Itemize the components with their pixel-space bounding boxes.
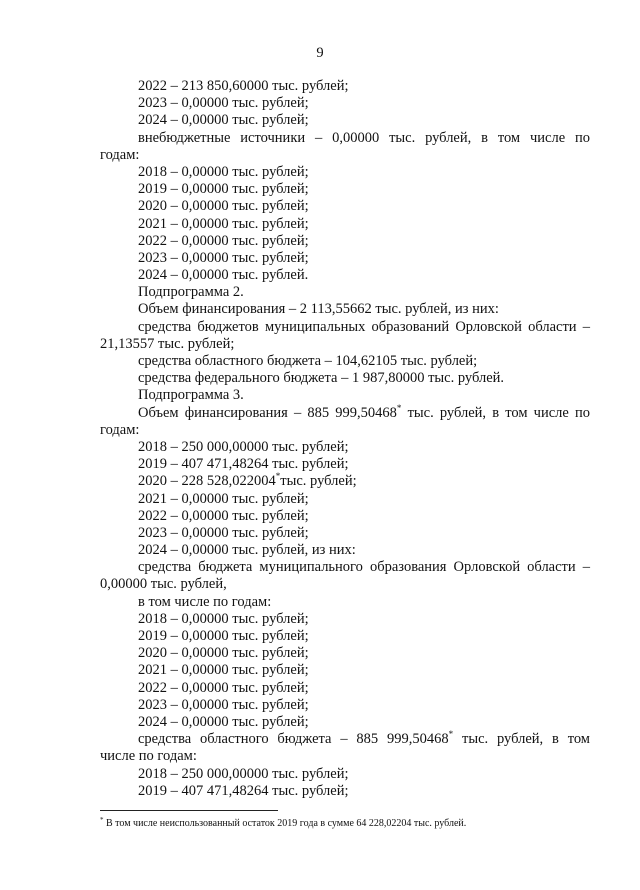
text-line: 2018 – 250 000,00000 тыс. рублей; [138, 765, 349, 782]
footnote-text: В том числе неиспользованный остаток 2019 года в сумме 64 228,02204 тыс. рублей. [106, 818, 467, 829]
text-line: 2024 – 0,00000 тыс. рублей. [138, 267, 309, 284]
text-fragment: Объем финансирования – 885 999,50468 [138, 404, 397, 421]
text-line: в том числе по годам: [138, 593, 272, 610]
text-line: 2023 – 0,00000 тыс. рублей; [138, 249, 309, 266]
text-line: 2024 – 0,00000 тыс. рублей, из них: [138, 542, 356, 559]
text-line: 2020 – 0,00000 тыс. рублей; [138, 645, 309, 662]
text-line: 2019 – 0,00000 тыс. рублей; [138, 628, 309, 644]
text-line: годам: [100, 146, 140, 163]
text-line: 2018 – 0,00000 тыс. рублей; [138, 163, 309, 180]
text-line: средства федерального бюджета – 1 987,80000 тыс. рублей. [138, 370, 505, 387]
text-fragment: тыс. рублей; [280, 473, 357, 490]
footnote-marker: * [396, 402, 402, 413]
text-line: средства бюджета муниципального образования Орловской области – [138, 559, 590, 576]
page-number: 9 [316, 45, 324, 61]
text-line: 2021 – 0,00000 тыс. рублей; [138, 490, 309, 507]
text-line: 2022 – 213 850,60000 тыс. рублей; [138, 78, 349, 94]
text-line: 2022 – 0,00000 тыс. рублей; [138, 507, 309, 524]
text-line: 2019 – 0,00000 тыс. рублей; [138, 181, 309, 198]
text-fragment: тыс. рублей, в том [461, 731, 590, 748]
footnote-marker: * [275, 471, 281, 482]
text-line: 2022 – 0,00000 тыс. рублей; [138, 679, 309, 696]
text-line: 2019 – 407 471,48264 тыс. рублей; [138, 782, 349, 799]
text-fragment: средства областного бюджета – 885 999,50468 [138, 731, 449, 748]
text-line: 2018 – 250 000,00000 тыс. рублей; [138, 438, 349, 455]
text-line: 2021 – 0,00000 тыс. рублей; [138, 662, 309, 679]
text-line [100, 473, 590, 490]
text-line [100, 731, 590, 748]
document-body [100, 78, 590, 800]
text-line: 2024 – 0,00000 тыс. рублей; [138, 713, 309, 730]
text-line: средства областного бюджета – 104,62105 тыс. рублей; [138, 353, 478, 369]
text-line: 21,13557 тыс. рублей; [100, 335, 235, 352]
text-line: 2019 – 407 471,48264 тыс. рублей; [138, 456, 349, 473]
footnote-marker: * [100, 816, 104, 824]
subprogram-heading: Подпрограмма 2. [138, 284, 244, 301]
text-fragment: 2020 – 228 528,022004 [138, 473, 276, 490]
footnote-divider [100, 810, 278, 811]
text-line: 2018 – 0,00000 тыс. рублей; [138, 610, 309, 627]
text-line: 0,00000 тыс. рублей, [100, 576, 227, 593]
text-line: 2022 – 0,00000 тыс. рублей; [138, 232, 309, 249]
text-line: 2023 – 0,00000 тыс. рублей; [138, 524, 309, 541]
footnote [100, 818, 600, 830]
subprogram-heading: Подпрограмма 3. [138, 387, 244, 404]
text-line [100, 402, 590, 422]
text-line: 2023 – 0,00000 тыс. рублей; [138, 696, 309, 713]
text-line: числе по годам: [100, 748, 197, 765]
text-line: 2024 – 0,00000 тыс. рублей; [138, 112, 309, 129]
text-line: 2023 – 0,00000 тыс. рублей; [138, 95, 309, 112]
text-line: 2020 – 0,00000 тыс. рублей; [138, 198, 309, 215]
text-line: средства бюджетов муниципальных образований Орловской области – [138, 318, 590, 335]
text-line: Объем финансирования – 2 113,55662 тыс. рублей, из них: [138, 301, 499, 318]
text-line: 2021 – 0,00000 тыс. рублей; [138, 215, 309, 232]
footnote-marker: * [448, 729, 454, 740]
text-line: годам: [100, 421, 140, 438]
text-line: внебюджетные источники – 0,00000 тыс. рублей, в том числе по [138, 129, 590, 146]
text-fragment: тыс. рублей, в том числе по [407, 404, 590, 421]
